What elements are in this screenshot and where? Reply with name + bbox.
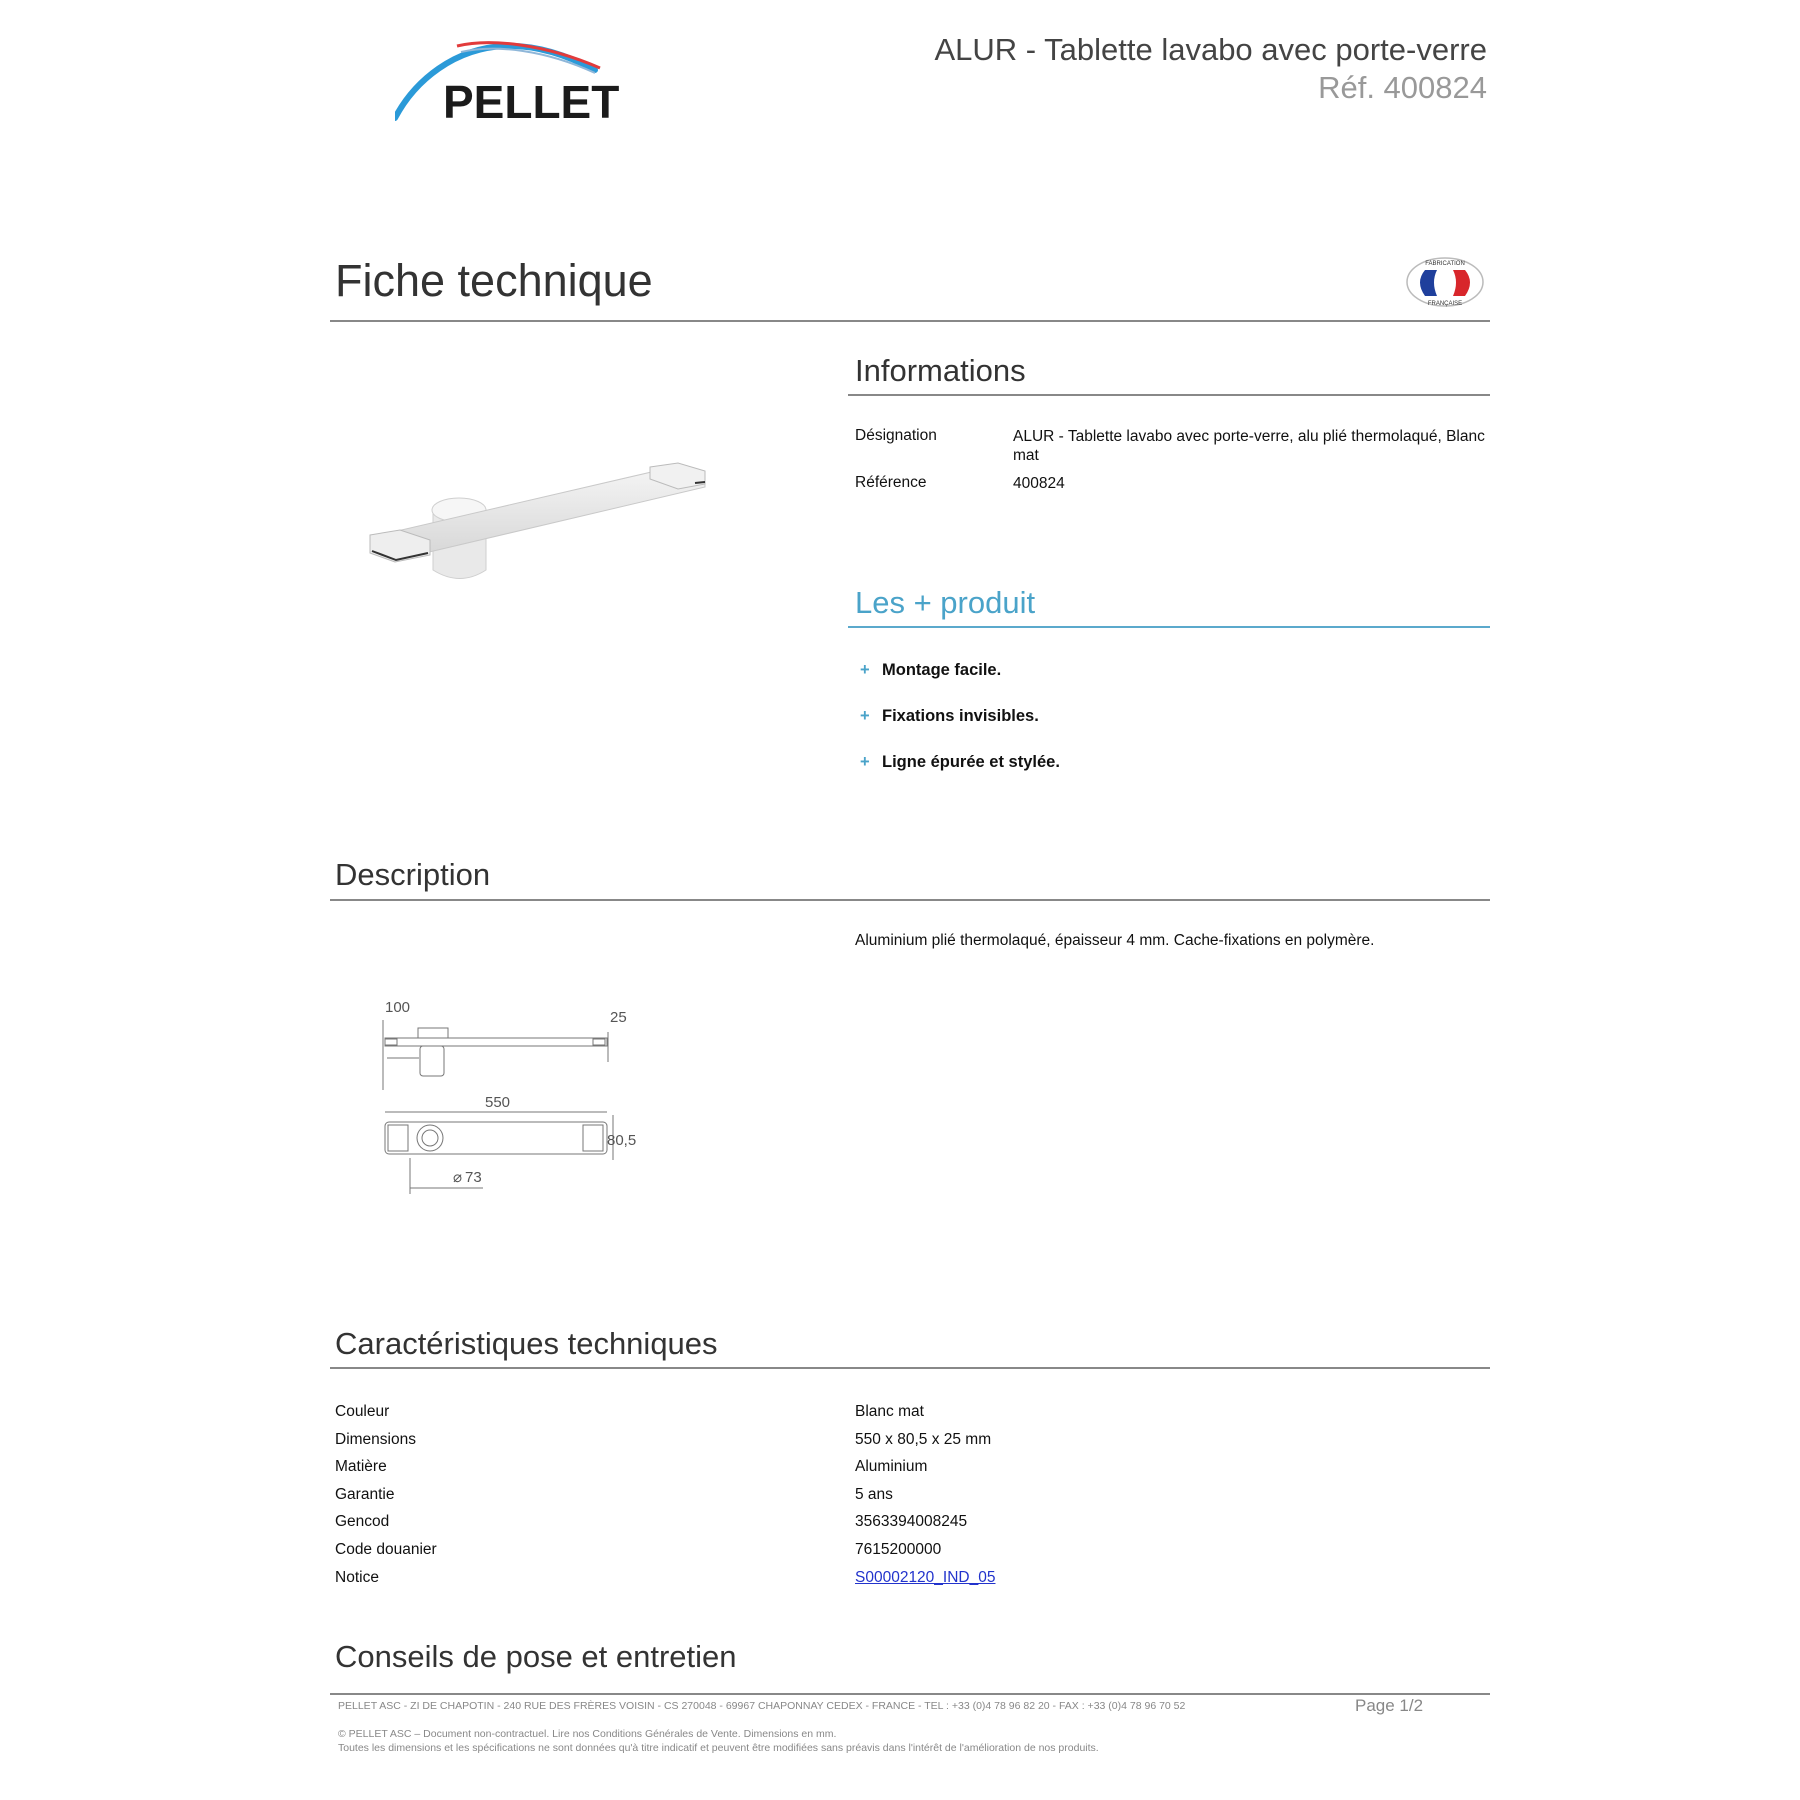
advantages-heading: Les + produit	[855, 585, 1036, 620]
footer-address: PELLET ASC - ZI DE CHAPOTIN - 240 RUE DES FRÈRES VOISIN - CS 270048 - 69967 CHAPONNAY CEDEX - FRANCE - TEL : +33 (0)4 78 96 82 20 - FAX : +33 (0)4 78 96 70 52	[338, 1700, 1186, 1712]
description-text: Aluminium plié thermolaqué, épaisseur 4 mm. Cache-fixations en polymère.	[855, 932, 1375, 949]
svg-text:FRANÇAISE: FRANÇAISE	[1427, 301, 1463, 307]
advantage-item: + Ligne épurée et stylée.	[860, 753, 1060, 771]
title-divider	[330, 320, 1490, 322]
description-heading: Description	[335, 857, 491, 892]
svg-text:550: 550	[485, 1094, 511, 1111]
notice-link[interactable]: S00002120_IND_05	[855, 1569, 996, 1586]
info-value: ALUR - Tablette lavabo avec porte-verre, alu plié thermolaqué, Blanc mat	[1013, 428, 1485, 464]
footer-divider	[330, 1693, 1490, 1695]
svg-text:PELLET: PELLET	[443, 76, 620, 128]
info-value: 400824	[1013, 475, 1065, 492]
product-photo	[360, 355, 720, 695]
plus-icon: +	[860, 707, 870, 725]
advantages-divider	[848, 626, 1490, 628]
informations-divider	[848, 394, 1490, 396]
installation-advice-heading: Conseils de pose et entretien	[335, 1639, 737, 1674]
svg-text:FABRICATION: FABRICATION	[1425, 261, 1465, 267]
characteristic-row: Garantie 5 ans	[335, 1486, 893, 1503]
svg-text:73: 73	[465, 1169, 482, 1186]
informations-heading: Informations	[855, 353, 1026, 388]
document-title: ALUR - Tablette lavabo avec porte-verre	[934, 32, 1487, 67]
document-reference: Réf. 400824	[1318, 70, 1487, 105]
svg-text:80,5: 80,5	[607, 1132, 637, 1149]
svg-text:100: 100	[385, 999, 411, 1016]
made-in-france-badge	[1403, 252, 1487, 312]
characteristic-row: Code douanier 7615200000	[335, 1541, 942, 1558]
characteristic-row: Notice S00002120_IND_05	[335, 1569, 996, 1586]
plus-icon: +	[860, 753, 870, 771]
dimension-drawing	[365, 990, 645, 1200]
characteristics-heading: Caractéristiques techniques	[335, 1326, 718, 1361]
footer-disclaimer: © PELLET ASC – Document non-contractuel. Lire nos Conditions Générales de Vente. Dimensions en mm. Toutes les dimensions et les spécifications ne sont données qu'à titre indicatif et peuvent être modifiées sans préavis dans l'intérêt de l'amélioration de nos produits.	[338, 1728, 1099, 1754]
characteristic-row: Dimensions 550 x 80,5 x 25 mm	[335, 1431, 992, 1448]
page-title: Fiche technique	[335, 255, 653, 306]
description-divider	[330, 899, 1490, 901]
pellet-logo	[395, 40, 645, 130]
plus-icon: +	[860, 661, 870, 679]
svg-text:25: 25	[610, 1009, 627, 1026]
characteristics-divider	[330, 1367, 1490, 1369]
info-label: Référence	[855, 474, 927, 491]
characteristic-row: Gencod 3563394008245	[335, 1513, 968, 1530]
characteristic-row: Matière Aluminium	[335, 1458, 928, 1475]
info-label: Désignation	[855, 427, 937, 444]
characteristic-row: Couleur Blanc mat	[335, 1403, 924, 1420]
svg-text:⌀: ⌀	[453, 1169, 463, 1186]
advantage-item: + Montage facile.	[860, 661, 1002, 679]
advantage-item: + Fixations invisibles.	[860, 707, 1039, 725]
page-number: Page 1/2	[1355, 1696, 1424, 1715]
